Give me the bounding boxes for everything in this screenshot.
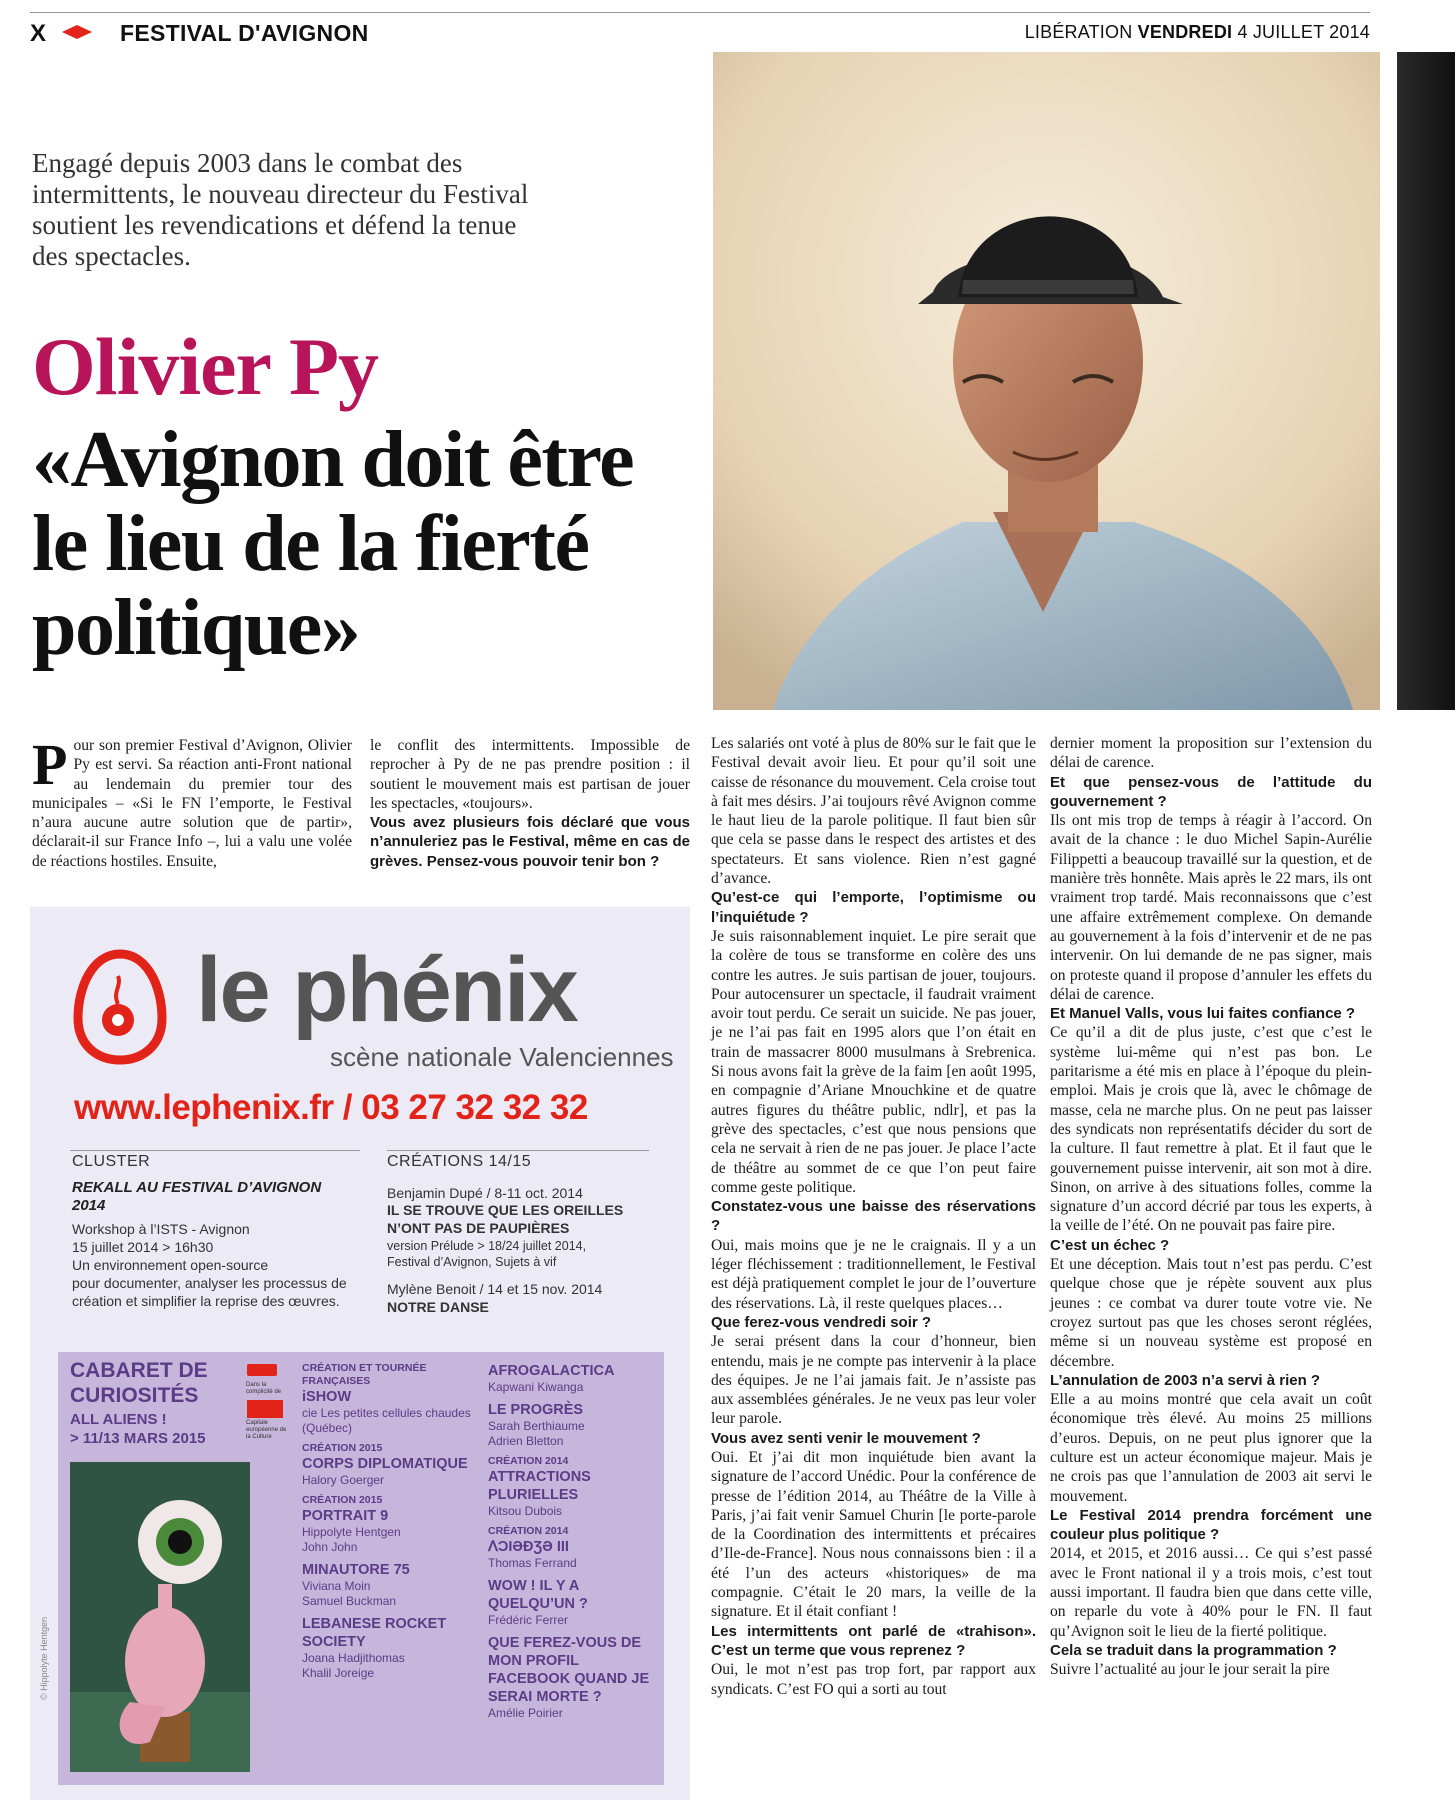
article-dropcap: P: [32, 732, 68, 797]
program-item: [488, 1455, 658, 1519]
ad-contact-link[interactable]: www.lephenix.fr / 03 27 32 32 32: [74, 1088, 588, 1127]
program-item-tag: CRÉATION 2014: [488, 1525, 569, 1537]
section-rubric: FESTIVAL D'AVIGNON: [120, 20, 369, 46]
ad-creation-1-extra: version Prélude > 18/24 juillet 2014, Festival d’Avignon, Sujets à vif: [387, 1239, 587, 1269]
ad-creations-label: CRÉATIONS 14/15: [387, 1153, 532, 1170]
article-paragraph: Oui. Et j’ai dit mon inquiétude bien avant la signature de l’accord Unédic. Pour la conférence de presse de l’édition 2014, au Théâtre de la Ville à Paris, j’ai fait venir Samuel Churin [le porte-parole de la Coordination des intermittents et précaires d’Ile-de-France]. Nous nous connaissons bien : il a été l’un des acteurs «historiques» de ma compagnie. C’était le 20 mars, la veille de la signature. Et il était confiant !: [711, 1448, 1036, 1621]
program-item-name: iSHOW: [302, 1389, 352, 1405]
article-column-1: [32, 732, 352, 871]
ad-brand: le phénix: [196, 939, 577, 1041]
photo-edge-strip: [1397, 52, 1455, 710]
program-item-tag: CRÉATION 2014: [488, 1455, 569, 1467]
program-item: [488, 1634, 658, 1721]
program-item-who: Halory Goerger: [302, 1473, 385, 1487]
program-item-who: Amélie Poirier: [488, 1706, 563, 1720]
program-item: [302, 1494, 472, 1555]
ad-creation-1-who: Benjamin Dupé / 8-11 oct. 2014: [387, 1185, 583, 1201]
program-item-who: Kapwani Kiwanga: [488, 1380, 584, 1394]
interview-question: Cela se traduit dans la programmation ?: [1050, 1641, 1337, 1659]
article-paragraph: Je suis raisonnablement inquiet. Le pire serait que la colère de tous se transforme en colère des uns contre les autres. Je suis partisan de jouer, toujours. Pour autocensurer un spectacle, il faudrait vraiment avoir tout perdu. Ce serait un suicide. Ne pas jouer, je ne l’ai pas fait en 1995 alors que l’on était en train de massacrer 8000 musulmans à Srebrenica. Si nous avons fait la grève de la faim [en août 1995, en compagnie d’Ariane Mnouchkine et de quatre autres figures du théâtre public, ndlr], et pas la grève des spectacles, c’est que nous pensions que cela ne servait à rien de ne pas jouer. Je place l’acte de théâtre au sommet de ce que l’on peut faire comme geste politique.: [711, 927, 1036, 1196]
liberation-badge-icon: [247, 1364, 277, 1376]
artwork-credit: © Hippolyte Hentgen: [39, 1616, 49, 1700]
dateline-date: 4 JUILLET 2014: [1237, 22, 1370, 42]
article-paragraph: dernier moment la proposition sur l’extension du délai de carence.: [1050, 735, 1372, 772]
program-item-name: LEBANESE ROCKET SOCIETY: [302, 1616, 447, 1650]
section-mark: X: [30, 20, 47, 47]
ad-subtitle: scène nationale Valenciennes: [330, 1042, 674, 1072]
ad-creation-2-who: Mylène Benoit / 14 et 15 nov. 2014: [387, 1281, 603, 1297]
article-column-2: [370, 736, 690, 871]
interview-question: C’est un échec ?: [1050, 1236, 1170, 1254]
program-item-name: CORPS DIPLOMATIQUE: [302, 1456, 468, 1472]
interview-question: Que ferez-vous vendredi soir ?: [711, 1313, 932, 1331]
article-paragraph: Elle a au moins montré que cela avait un coût économique très élevé. Au moins 25 millions d’euros. Depuis, on ne peut plus ignorer que la culture est un acteur économique majeur. Mais je ne crois pas que l’annulation de 2003 ait servi le mouvement.: [1050, 1391, 1372, 1505]
article-paragraph: Ce qu’il a dit de plus juste, c’est que c’est le système lui-même qui n’est pas bon. Le paritarisme a été mis en place à l’époque du plein-emploi. Mais je crois que là, avec le chômage de masse, cela ne marche plus. On ne peut pas laisser des syndicats non représentatifs décider du sort de la culture. Il faut remettre à plat. Et il faut que le gouvernement puisse intervenir, ait son mot à dire. Sinon, on arrive à des situations folles, comme la signature d’un accord décrié par tous les experts, à la veille de l’été. On ne pouvait pas faire pire.: [1050, 1024, 1372, 1235]
dateline: [1025, 22, 1370, 43]
rubric-diamond-icon: [62, 25, 92, 39]
article-title-quote: «Avignon doit être le lieu de la fierté politique»: [32, 416, 634, 672]
program-item-who: Kitsou Dubois: [488, 1504, 563, 1518]
program-item-tag: CRÉATION 2015: [302, 1494, 383, 1506]
cabaret-program-left: [302, 1362, 472, 1687]
ad-cluster-label: CLUSTER: [72, 1153, 151, 1170]
mons-badge-icon: [247, 1400, 283, 1418]
article-column-4: [1050, 734, 1372, 1680]
ad-divider: [387, 1150, 649, 1151]
interview-question: Constatez-vous une baisse des réservations ?: [711, 1198, 1036, 1235]
program-item: [302, 1615, 472, 1681]
program-item-who: Joana Hadjithomas Khalil Joreige: [302, 1651, 405, 1680]
program-item: [488, 1525, 658, 1571]
program-item: [488, 1577, 658, 1628]
interview-question: Vous avez senti venir le mouvement ?: [711, 1429, 981, 1447]
article-paragraph: Suivre l’actualité au jour le jour serait la pire: [1050, 1661, 1330, 1679]
partner-badge-caption: Capitale européenne de la Culture: [246, 1420, 287, 1440]
dateline-day: VENDREDI: [1137, 22, 1233, 42]
ad-divider: [70, 1150, 360, 1151]
program-item: [302, 1362, 472, 1436]
program-item: [488, 1401, 658, 1449]
program-item-who: Viviana Moin Samuel Buckman: [302, 1579, 397, 1608]
program-item-name: ᐱƆIƏƉƷƏ III: [488, 1539, 569, 1555]
interview-question: Et Manuel Valls, vous lui faites confiance ?: [1050, 1005, 1356, 1023]
cabaret-date: ALL ALIENS ! > 11/13 MARS 2015: [70, 1411, 206, 1447]
program-item-tag: CRÉATION ET TOURNÉE FRANÇAISES: [302, 1362, 427, 1387]
article-paragraph: Je serai présent dans la cour d’honneur, bien entendu, mais je ne compte pas intervenir à la place des équipes. Je ne l’ai jamais fait. Je n’assiste pas aux assemblées générales. Je ne veux pas leur voler leur parole.: [711, 1333, 1036, 1428]
ad-creation-2-title: NOTRE DANSE: [387, 1299, 489, 1315]
interview-question: Vous avez plusieurs fois déclaré que vous n’annuleriez pas le Festival, même en cas de grèves. Pensez-vous pouvoir tenir bon ?: [370, 814, 690, 870]
header-rule: [30, 12, 1370, 13]
partner-badge-text: Dans la complicité de: [246, 1382, 282, 1395]
article-paragraph: Les salariés ont voté à plus de 80% sur le fait que le Festival devait avoir lieu. Et pour qu’il soit une caisse de résonance du mouvement. Cela croise tout à fait mes désirs. J’ai toujours rêvé Avignon comme le haut lieu de la parole politique. Il faut bien sûr que cela se passe dans le respect des artistes et des spectateurs. Et sans violence. Rien n’est gagné d’avance.: [711, 735, 1036, 888]
program-item-who: Thomas Ferrand: [488, 1556, 577, 1570]
cabaret-title: CABARET DE CURIOSITÉS: [70, 1359, 208, 1407]
program-item-who: cie Les petites cellules chaudes (Québec): [302, 1406, 471, 1435]
program-item-who: Hippolyte Hentgen John John: [302, 1525, 401, 1554]
program-item-who: Frédéric Ferrer: [488, 1613, 569, 1627]
ad-creation-1-title: IL SE TROUVE QUE LES OREILLES N’ONT PAS DE PAUPIÈRES: [387, 1202, 624, 1236]
program-item: [302, 1442, 472, 1488]
cabaret-program-right: [488, 1362, 658, 1727]
ad-cluster-text: Workshop à l’ISTS - Avignon 15 juillet 2014 > 16h30 Un environnement open-source pour documenter, analyser les processus de création et simplifier la reprise des œuvres.: [72, 1221, 347, 1309]
ad-cluster-title: REKALL AU FESTIVAL D’AVIGNON 2014: [72, 1179, 322, 1214]
phenix-logo-icon: [72, 948, 168, 1066]
program-item-tag: CRÉATION 2015: [302, 1442, 383, 1454]
interview-question: Le Festival 2014 prendra forcément une couleur plus politique ?: [1050, 1506, 1372, 1544]
program-item-name: MINAUTORE 75: [302, 1562, 410, 1578]
program-item-name: QUE FEREZ-VOUS DE MON PROFIL FACEBOOK QUAND JE SERAI MORTE ?: [488, 1635, 650, 1705]
article-paragraph: Oui, mais moins que je ne le craignais. Il y a un léger fléchissement : traditionnellement, le Festival est déjà pratiquement complet le jour de l’ouverture des réservations. Là, il reste quelques places…: [711, 1236, 1036, 1312]
article-paragraph: Et une déception. Mais tout n’est pas perdu. C’est quelque chose que je répète souvent aux plus jeunes : ce combat va durer toute votre vie. Ne croyez surtout pas que les choses seront réglées, même si un nouveau système est proposé en décembre.: [1050, 1256, 1372, 1370]
article-title-name: Olivier Py: [32, 321, 379, 412]
article-lead-paragraph: our son premier Festival d’Avignon, Olivier Py est servi. Sa réaction anti-Front national au lendemain du premier tour des municipales – «Si le FN l’emporte, le Festival n’aura aucune autre solution que de partir», déclarait-il sur France Info –, lui a valu une volée de réactions hostiles. Ensuite,: [32, 737, 352, 870]
article-standfirst: Engagé depuis 2003 dans le combat des intermittents, le nouveau directeur du Festival soutient les revendications et défend la tenue des spectacles.: [32, 148, 529, 271]
program-item-name: LE PROGRÈS: [488, 1402, 584, 1418]
interview-question: Qu’est-ce qui l’emporte, l’optimisme ou l’inquiétude ?: [711, 889, 1036, 926]
cabaret-artwork: [70, 1462, 250, 1772]
program-item-name: AFROGALACTICA: [488, 1363, 615, 1379]
program-item: [488, 1362, 658, 1395]
program-item-name: WOW ! IL Y A QUELQU’UN ?: [488, 1578, 588, 1612]
article-paragraph: Oui, le mot n’est pas trop fort, par rapport aux syndicats. C’est FO qui a sorti au tout: [711, 1661, 1036, 1698]
portrait-photo: [713, 52, 1380, 710]
program-item-who: Sarah Berthiaume Adrien Bletton: [488, 1419, 585, 1448]
interview-question: L’annulation de 2003 n’a servi à rien ?: [1050, 1371, 1321, 1389]
paper-name: LIBÉRATION: [1024, 22, 1133, 42]
article-paragraph: 2014, et 2015, et 2016 aussi… Ce qui s’est passé avec le Front national il y a trois mois, c’est tout aussi important. Il faudra bien que dans cette ville, on reparle du vote à 40% pour le FN. Il faut qu’Avignon soit le lieu de la fierté politique.: [1050, 1545, 1372, 1640]
article-paragraph: Ils ont mis trop de temps à réagir à l’accord. On avait de la chance : le duo Michel Sapin-Aurélie Filippetti a beaucoup travaillé sur la question, et de manière très honnête. Mais après le 22 mars, ils ont vraiment trop tardé. Mais reconnaissons que c’est une affaire extrêmement complexe. On demande au gouvernement à la fois d’intervenir et de ne pas intervenir. On lui demande de ne pas signer, mais on proteste quand il propose d’annuler les effets du délai de carence.: [1050, 812, 1372, 1003]
program-item: [302, 1561, 472, 1609]
program-item-name: PORTRAIT 9: [302, 1508, 389, 1524]
interview-question: Les intermittents ont parlé de «trahison». C’est un terme que vous reprenez ?: [711, 1622, 1036, 1659]
article-column-3: [711, 734, 1036, 1699]
interview-question: Et que pensez-vous de l’attitude du gouvernement ?: [1050, 773, 1372, 810]
program-item-name: ATTRACTIONS PLURIELLES: [488, 1469, 591, 1503]
article-paragraph: le conflit des intermittents. Impossible de reprocher à Py de ne pas prendre position : il soutient le mouvement mais est partisan de jouer les spectacles, «toujours».: [370, 737, 690, 812]
